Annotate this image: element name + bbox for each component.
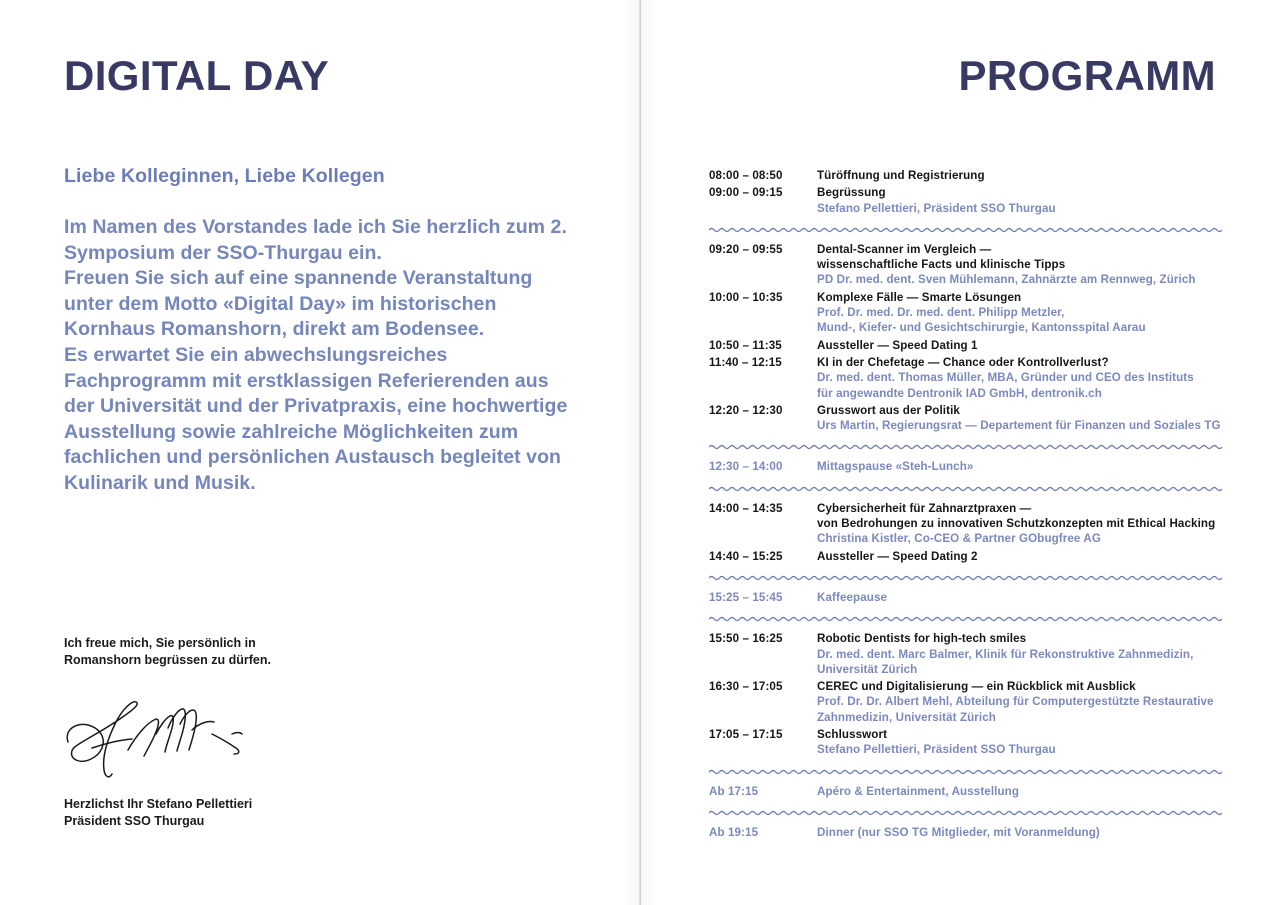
schedule-break-row (709, 590, 1222, 607)
invitation-body-text: Im Namen des Vorstandes lade ich Sie herzlich zum 2. Symposium der SSO-Thurgau ein. Freuen Sie sich auf eine spannende Veranstaltung unter dem Motto «Digital Day» im historischen Kornhaus Romanshorn, direkt am Bodensee. Es erwartet Sie ein abwechslungsreiches Fachprogramm mit erstklassigen Referierenden aus der Universität und der Privatpraxis, eine hochwertige Ausstellung sowie zahlreiche Möglichkeiten zum fachlichen und persönlichen Austausch begleitet von Kulinarik und Musik. (64, 216, 568, 494)
schedule-time: Ab 17:15 (709, 784, 759, 798)
schedule-title: Schlusswort (817, 728, 888, 742)
schedule-time: 10:00 – 10:35 (709, 290, 783, 304)
schedule-title: Türöffnung und Registrierung (817, 169, 985, 182)
schedule-row (709, 501, 1222, 549)
left-page (0, 0, 638, 905)
schedule-title: Mittagspause «Steh-Lunch» (817, 460, 974, 474)
wavy-divider (709, 442, 1222, 452)
schedule-time: 11:40 – 12:15 (709, 355, 782, 369)
schedule-speaker: Stefano Pellettieri, Präsident SSO Thurgau (817, 743, 1056, 757)
page-title: DIGITAL DAY (64, 52, 329, 99)
schedule-detail (817, 338, 1222, 353)
schedule-time: 12:20 – 12:30 (709, 403, 783, 417)
wavy-divider (709, 225, 1222, 235)
schedule-time: 15:50 – 16:25 (709, 632, 783, 646)
schedule-detail (817, 355, 1222, 401)
greeting-line: Liebe Kolleginnen, Liebe Kollegen (64, 165, 385, 187)
schedule-speaker: Christina Kistler, Co-CEO & Partner GObugfree AG (817, 532, 1101, 546)
schedule-title: Komplexe Fälle — Smarte Lösungen (817, 290, 1022, 304)
schedule-row (709, 727, 1222, 760)
schedule-time: 14:00 – 14:35 (709, 501, 783, 515)
schedule-title: Cybersicherheit für Zahnarztpraxen — von Bedrohungen zu innovativen Schutzkonzepten mit Ethical Hacking (817, 501, 1216, 531)
schedule-row (709, 338, 1222, 355)
schedule-time: 17:05 – 17:15 (709, 728, 783, 742)
signature-caption (64, 796, 252, 829)
right-page (642, 0, 1280, 905)
signature-image (62, 690, 272, 782)
schedule-break-row (709, 784, 1222, 801)
wavy-divider (709, 614, 1222, 624)
schedule-title: CEREC und Digitalisierung — ein Rückblick mit Ausblick (817, 680, 1136, 694)
schedule-speaker: Prof. Dr. med. Dr. med. dent. Philipp Metzler, Mund-, Kiefer- und Gesichtschirurgie, Kantonsspital Aarau (817, 306, 1146, 335)
schedule-detail (817, 631, 1222, 677)
wavy-divider (709, 808, 1222, 818)
schedule-time: 16:30 – 17:05 (709, 680, 783, 694)
signature-role: Präsident SSO Thurgau (64, 813, 205, 828)
schedule-row (709, 290, 1222, 338)
schedule-title: Dinner (nur SSO TG Mitglieder, mit Voranmeldung) (817, 825, 1100, 839)
schedule-detail (817, 784, 1222, 799)
signature-name: Herzlichst Ihr Stefano Pellettieri (64, 797, 253, 811)
schedule-detail (817, 590, 1222, 605)
schedule-title: Begrüssung (817, 186, 886, 200)
schedule-row (709, 549, 1222, 566)
schedule-detail (817, 185, 1222, 216)
schedule-row (709, 403, 1222, 436)
schedule-speaker: Urs Martin, Regierungsrat — Departement für Finanzen und Soziales TG (817, 419, 1221, 433)
schedule-detail (817, 825, 1222, 840)
schedule-time: 10:50 – 11:35 (709, 338, 782, 352)
schedule-detail (817, 242, 1222, 288)
schedule-title: Dental-Scanner im Vergleich — wissenschaftliche Facts und klinische Tipps (817, 242, 1066, 272)
schedule-title: Aussteller — Speed Dating 2 (817, 549, 978, 563)
schedule-title: Kaffeepause (817, 590, 888, 604)
schedule-break-row (709, 459, 1222, 476)
wavy-divider (709, 573, 1222, 583)
schedule-time: 15:25 – 15:45 (709, 590, 783, 604)
schedule-time: 08:00 – 08:50 (709, 169, 783, 182)
schedule-title: Apéro & Entertainment, Ausstellung (817, 784, 1020, 798)
schedule-detail (817, 290, 1222, 336)
schedule-detail (817, 168, 1222, 183)
schedule-time: 12:30 – 14:00 (709, 460, 783, 474)
wavy-divider (709, 484, 1222, 494)
schedule-list (709, 168, 1222, 842)
schedule-speaker: Dr. med. dent. Thomas Müller, MBA, Gründer und CEO des Instituts für angewandte Dentronik IAD GmbH, dentronik.ch (817, 371, 1194, 400)
schedule-time: 09:20 – 09:55 (709, 242, 783, 256)
closing-text: Ich freue mich, Sie persönlich in Romanshorn begrüssen zu dürfen. (64, 636, 271, 667)
schedule-speaker: PD Dr. med. dent. Sven Mühlemann, Zahnärzte am Rennweg, Zürich (817, 273, 1196, 287)
schedule-detail (817, 549, 1222, 564)
schedule-row (709, 185, 1222, 218)
schedule-time: 14:40 – 15:25 (709, 549, 783, 563)
schedule-row (709, 242, 1222, 290)
schedule-title: Aussteller — Speed Dating 1 (817, 338, 978, 352)
schedule-break-row (709, 825, 1222, 842)
schedule-detail (817, 459, 1222, 474)
schedule-row (709, 679, 1222, 727)
programm-title: PROGRAMM (958, 52, 1216, 99)
schedule-speaker: Stefano Pellettieri, Präsident SSO Thurgau (817, 201, 1056, 215)
schedule-row (709, 631, 1222, 679)
schedule-speaker: Prof. Dr. Dr. Albert Mehl, Abteilung für Computergestützte Restaurative Zahnmedizin, Universität Zürich (817, 695, 1214, 724)
schedule-detail (817, 501, 1222, 547)
schedule-title: Robotic Dentists for high-tech smiles (817, 632, 1027, 646)
schedule-detail (817, 403, 1222, 434)
schedule-detail (817, 727, 1222, 758)
schedule-title: KI in der Chefetage — Chance oder Kontrollverlust? (817, 355, 1109, 369)
schedule-title: Grusswort aus der Politik (817, 403, 960, 417)
wavy-divider (709, 767, 1222, 777)
schedule-time: Ab 19:15 (709, 825, 759, 839)
schedule-detail (817, 679, 1222, 725)
schedule-speaker: Dr. med. dent. Marc Balmer, Klinik für Rekonstruktive Zahnmedizin, Universität Zürich (817, 647, 1194, 676)
schedule-time: 09:00 – 09:15 (709, 186, 783, 200)
schedule-row (709, 168, 1222, 185)
schedule-row (709, 355, 1222, 403)
